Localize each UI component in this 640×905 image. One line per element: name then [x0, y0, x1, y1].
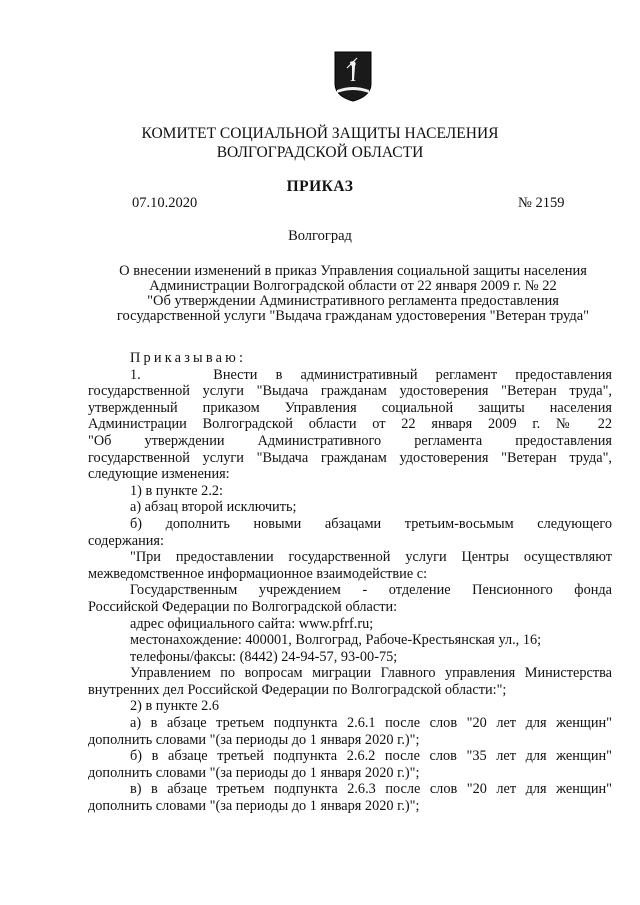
- body-line: государственной услуги "Выдача гражданам удостоверения "Ветеран труда",: [88, 383, 612, 400]
- body-line: "Об утверждении Административного регламента предоставления: [88, 432, 612, 449]
- body-line: Российской Федерации по Волгоградской области:: [88, 598, 398, 615]
- body-line: следующие изменения:: [88, 466, 230, 483]
- body-line: утвержденный приказом Управления социальной защиты населения: [88, 399, 612, 416]
- body-line: Администрации Волгоградской области от 22 января 2009 г. № 22: [88, 416, 612, 433]
- subject-line: О внесении изменений в приказ Управления социальной защиты населения: [119, 263, 587, 279]
- body-line: государственной услуги "Выдача гражданам удостоверения "Ветеран труда",: [88, 449, 612, 466]
- body-line: межведомственное информационное взаимодействие с:: [88, 565, 428, 582]
- body-line: Государственным учреждением - отделение Пенсионного фонда: [130, 582, 612, 599]
- subject-line: "Об утверждении Административного регламента предоставления: [147, 293, 559, 309]
- body-line: в) в абзаце третьем подпункта 2.6.3 после слов "20 лет для женщин": [130, 781, 612, 798]
- body-line: 1. Внести в административный регламент предоставления: [130, 366, 612, 383]
- body-line: "При предоставлении государственной услуги Центры осуществляют: [130, 549, 612, 566]
- organization-name-line2: ВОЛГОГРАДСКОЙ ОБЛАСТИ: [216, 144, 424, 161]
- order-directive: Приказываю:: [130, 350, 247, 366]
- body-line: дополнить словами "(за периоды до 1 января 2020 г.)";: [88, 798, 420, 815]
- subject-line: государственной услуги "Выдача гражданам удостоверения "Ветеран труда": [116, 308, 590, 324]
- order-date: 07.10.2020: [132, 195, 198, 211]
- body-line: внутренних дел Российской Федерации по Волгоградской области:";: [88, 681, 507, 698]
- organization-name-line1: КОМИТЕТ СОЦИАЛЬНОЙ ЗАЩИТЫ НАСЕЛЕНИЯ: [141, 125, 499, 142]
- body-line: телефоны/факсы: (8442) 24-94-57, 93-00-75;: [130, 648, 398, 665]
- order-number: № 2159: [518, 195, 565, 211]
- body-line: 2) в пункте 2.6: [130, 698, 220, 715]
- body-line: 1) в пункте 2.2:: [130, 482, 224, 499]
- body-line: а) в абзаце третьем подпункта 2.6.1 после слов "20 лет для женщин": [130, 715, 612, 732]
- order-subject: [96, 264, 610, 324]
- body-line: содержания:: [88, 532, 164, 549]
- body-line: адрес официального сайта: www.pfrf.ru;: [130, 615, 374, 632]
- body-line: Управлением по вопросам миграции Главного управления Министерства: [130, 665, 612, 682]
- body-line: местонахождение: 400001, Волгоград, Рабоче-Крестьянская ул., 16;: [130, 632, 542, 649]
- body-line: дополнить словами "(за периоды до 1 января 2020 г.)";: [88, 731, 420, 748]
- body-line: б) в абзаце третьей подпункта 2.6.2 после слов "35 лет для женщин": [130, 748, 612, 765]
- body-line: дополнить словами "(за периоды до 1 января 2020 г.)";: [88, 764, 420, 781]
- coat-of-arms-emblem: [333, 50, 373, 102]
- subject-line: Администрации Волгоградской области от 22 января 2009 г. № 22: [149, 278, 557, 294]
- body-line: а) абзац второй исключить;: [130, 499, 297, 516]
- document-type-title: ПРИКАЗ: [286, 178, 354, 195]
- order-body: [88, 350, 612, 815]
- city-name: Волгоград: [288, 228, 352, 244]
- body-line: б) дополнить новыми абзацами третьим-восьмым следующего: [130, 515, 612, 532]
